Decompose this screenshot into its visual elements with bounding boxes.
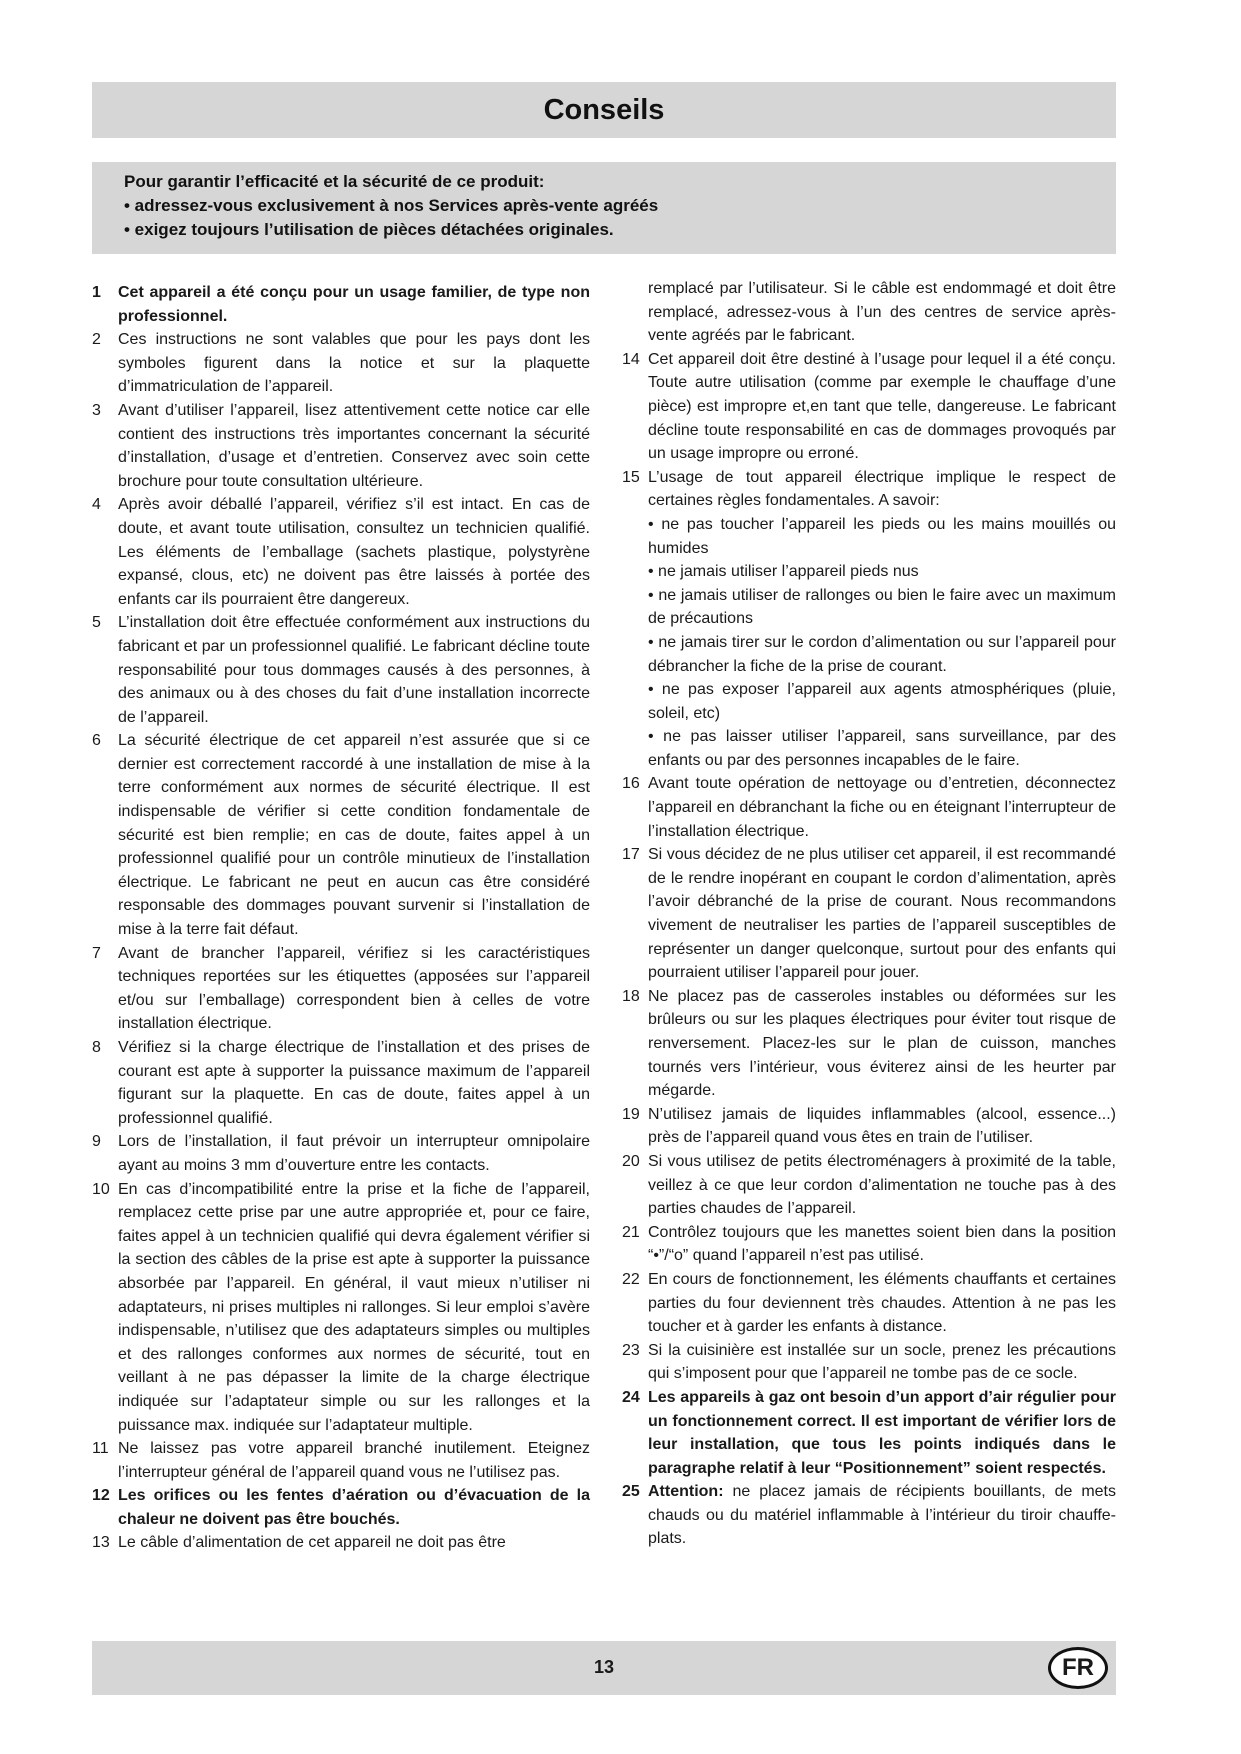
advice-item-12 bbox=[92, 1484, 590, 1531]
item-number: 15 bbox=[622, 468, 640, 486]
item-text: Avant d’utiliser l’appareil, lisez attentivement cette notice car elle contient des instructions très importantes concernant la sécurité d’installation, d’usage et d’entretien. Conservez avec soin cette brochure pour toute consultation ultérieure. bbox=[118, 401, 590, 490]
item-number: 10 bbox=[92, 1180, 110, 1198]
advice-item-22 bbox=[622, 1268, 1116, 1339]
advice-item-10 bbox=[92, 1178, 590, 1438]
advice-item-24 bbox=[622, 1386, 1116, 1480]
item-text: Si vous utilisez de petits électroménagers à proximité de la table, veillez à ce que leur cordon d’alimentation ne touche pas à des parties chaudes de l’appareil. bbox=[648, 1152, 1116, 1218]
item-number: 18 bbox=[622, 987, 640, 1005]
right-column bbox=[622, 277, 1116, 1551]
item-text: Cet appareil doit être destiné à l’usage pour lequel il a été conçu. Toute autre utilisation (comme par exemple le chauffage d’une pièce) est impropre et,en tant que telle, dangereuse. Le fabricant décline toute responsabilité en cas de dommages provoqués par un usage impropre ou erroné. bbox=[648, 350, 1116, 463]
advice-item-6 bbox=[92, 729, 590, 941]
advice-item-2 bbox=[92, 328, 590, 399]
bullet-item: • ne pas toucher l’appareil les pieds ou les mains mouillés ou humides bbox=[648, 515, 1116, 557]
item-text: Cet appareil a été conçu pour un usage familier, de type non professionnel. bbox=[118, 284, 590, 325]
notice-line: • exigez toujours l’utilisation de pièces détachées originales. bbox=[124, 220, 614, 239]
item-text: Avant de brancher l’appareil, vérifiez si les caractéristiques techniques reportées sur les étiquettes (apposées sur l’appareil et/ou sur l’emballage) correspondent bien à celles de votre installation électrique. bbox=[118, 944, 590, 1033]
item-number: 16 bbox=[622, 775, 640, 793]
item-13-continuation: remplacé par l’utilisateur. Si le câble est endommagé et doit être remplacé, adressez-vous à l’un des centres de service après-vente agréés par le fabricant. bbox=[648, 280, 1116, 345]
item-text: Les appareils à gaz ont besoin d’un apport d’air régulier pour un fonctionnement correct. Il est important de vérifier lors de leur installation, que tous les points indiqués dans le paragraphe relatif à leur “Positionnement” soient respectés. bbox=[648, 1388, 1116, 1477]
item-text: Contrôlez toujours que les manettes soient bien dans la position “•”/“o” quand l’appareil n’est pas utilisé. bbox=[648, 1223, 1116, 1265]
advice-item-1 bbox=[92, 281, 590, 328]
item-text: Les orifices ou les fentes d’aération ou d’évacuation de la chaleur ne doivent pas être bouchés. bbox=[118, 1487, 590, 1528]
attention-label: Attention: bbox=[648, 1483, 724, 1501]
advice-item-16 bbox=[622, 772, 1116, 843]
item-text: Lors de l’installation, il faut prévoir un interrupteur omnipolaire ayant au moins 3 mm d’ouverture entre les contacts. bbox=[118, 1133, 590, 1174]
item-text: Après avoir déballé l’appareil, vérifiez s’il est intact. En cas de doute, et avant toute utilisation, consultez un technicien qualifié. Les éléments de l’emballage (sachets plastique, polystyrène expansé, clous, etc) ne doivent pas être laissés à portée des enfants car ils pourraient être dangereux. bbox=[118, 496, 590, 608]
item-number: 20 bbox=[622, 1152, 640, 1170]
item-number: 14 bbox=[622, 350, 640, 368]
notice-line: Pour garantir l’efficacité et la sécurité de ce produit: bbox=[124, 172, 545, 191]
item-number: 13 bbox=[92, 1534, 110, 1552]
item-number: 17 bbox=[622, 846, 640, 864]
item-number: 8 bbox=[92, 1039, 101, 1056]
item-number: 21 bbox=[622, 1223, 640, 1241]
notice-line: • adressez-vous exclusivement à nos Services après-vente agréés bbox=[124, 196, 659, 215]
advice-item-23 bbox=[622, 1339, 1116, 1386]
advice-item-15 bbox=[622, 466, 1116, 513]
item-text: Ne laissez pas votre appareil branché inutilement. Eteignez l’interrupteur général de l’appareil quand vous ne l’utilisez pas. bbox=[118, 1440, 590, 1481]
advice-item-3 bbox=[92, 399, 590, 493]
item-number: 7 bbox=[92, 944, 101, 962]
item-number: 9 bbox=[92, 1133, 101, 1151]
item-text: Ne placez pas de casseroles instables ou déformées sur les brûleurs ou sur les plaques électriques pour éviter tout risque de renversement. Placez-les sur le plan de cuisson, manches tournés vers l’intérieur, vous éviterez ainsi de les heurter par mégarde. bbox=[648, 987, 1116, 1100]
advice-item-13 bbox=[92, 1531, 590, 1555]
item-text: En cours de fonctionnement, les éléments chauffants et certaines parties du four deviennent très chaudes. Attention à ne pas les toucher et à garder les enfants à distance. bbox=[648, 1270, 1116, 1336]
bullet-item: • ne pas laisser utiliser l’appareil, sans surveillance, par des enfants ou par des personnes incapables de le faire. bbox=[648, 728, 1116, 769]
item-number: 4 bbox=[92, 496, 101, 514]
item-number: 25 bbox=[622, 1483, 640, 1501]
safety-notice-box bbox=[92, 162, 1116, 254]
advice-item-9 bbox=[92, 1130, 590, 1177]
item-text: Si la cuisinière est installée sur un socle, prenez les précautions qui s’imposent pour que l’appareil ne tombe pas de ce socle. bbox=[648, 1341, 1116, 1383]
item-number: 24 bbox=[622, 1388, 640, 1406]
item-text: La sécurité électrique de cet appareil n’est assurée que si ce dernier est correctement raccordé à une installation de mise à la terre conformément aux normes de sécurité électrique. Il est indispensable de vérifier si cette condition fondamentale de sécurité est bien remplie; en cas de doute, faites appel à un professionnel qualifié pour un contrôle minutieux de l’installation électrique. Le fabricant ne peut en aucun cas être considéré responsable des dommages pouvant survenir si l’installation de mise à la terre fait défaut. bbox=[118, 732, 590, 939]
item-number: 2 bbox=[92, 331, 101, 349]
bullet-item: • ne pas exposer l’appareil aux agents atmosphériques (pluie, soleil, etc) bbox=[648, 681, 1116, 722]
item-number: 23 bbox=[622, 1341, 640, 1359]
item-text: N’utilisez jamais de liquides inflammables (alcool, essence...) près de l’appareil quand vous êtes en train de l’utiliser. bbox=[648, 1105, 1116, 1147]
advice-item-7 bbox=[92, 942, 590, 1036]
advice-item-21 bbox=[622, 1221, 1116, 1268]
bullet-item: • ne jamais utiliser de rallonges ou bien le faire avec un maximum de précautions bbox=[648, 586, 1116, 628]
item-number: 5 bbox=[92, 614, 101, 632]
page-title: Conseils bbox=[543, 93, 665, 126]
bullet-item: • ne jamais utiliser l’appareil pieds nus bbox=[648, 563, 919, 581]
page-number: 13 bbox=[593, 1657, 615, 1677]
advice-item-4 bbox=[92, 493, 590, 611]
item-text: Vérifiez si la charge électrique de l’installation et des prises de courant est apte à supporter la puissance maximum de l’appareil figurant sur la plaquette. En cas de doute, faites appel à un professionnel qualifié. bbox=[118, 1039, 590, 1127]
advice-item-25 bbox=[622, 1480, 1116, 1551]
advice-item-19 bbox=[622, 1103, 1116, 1150]
item-number: 6 bbox=[92, 732, 101, 750]
advice-item-20 bbox=[622, 1150, 1116, 1221]
item-number: 22 bbox=[622, 1270, 640, 1288]
left-column bbox=[92, 281, 590, 1555]
item-number: 1 bbox=[92, 284, 101, 301]
item-number: 12 bbox=[92, 1487, 110, 1505]
advice-item-5 bbox=[92, 611, 590, 729]
item-text: ne placez jamais de récipients bouillants, de mets chauds ou du matériel inflammable à l’intérieur du tiroir chauffe-plats. bbox=[648, 1483, 1117, 1548]
advice-item-14 bbox=[622, 348, 1116, 466]
item-text-wrapper bbox=[648, 1480, 1116, 1551]
item-text: Si vous décidez de ne plus utiliser cet appareil, il est recommandé de le rendre inopérant en coupant le cordon d’alimentation, après l’avoir débranché de la prise de courant. Nous recommandons vivement de neutraliser les parties de l’appareil susceptibles de représenter un danger quelconque, surtout pour des enfants qui pourraient utiliser l’appareil pour jouer. bbox=[648, 846, 1116, 982]
bullet-item: • ne jamais tirer sur le cordon d’alimentation ou sur l’appareil pour débrancher la fiche de la prise de courant. bbox=[648, 633, 1116, 675]
item-text: Avant toute opération de nettoyage ou d’entretien, déconnectez l’appareil en débranchant la fiche ou en éteignant l’interrupteur de l’installation électrique. bbox=[648, 775, 1116, 840]
item-text: En cas d’incompatibilité entre la prise et la fiche de l’appareil, remplacez cette prise par une autre appropriée et, pour ce faire, faites appel à un technicien qualifié qui devra également vérifier si la section des câbles de la prise est apte à supporter la puissance absorbée par l’appareil. En général, il vaut mieux n’utiliser ni adaptateurs, ni prises multiples ni rallonges. Si leur emploi s’avère indispensable, n’utilisez que des adaptateurs simples ou multiples et des rallonges conformes aux normes de sécurité, tout en veillant à ne pas dépasser la limite de la charge électrique indiquée sur l’adaptateur simple ou sur les rallonges et la puissance max. indiquée sur l’adaptateur multiple. bbox=[118, 1180, 590, 1434]
item-number: 11 bbox=[92, 1440, 109, 1458]
item-text: L’usage de tout appareil électrique implique le respect de certaines règles fondamentales. A savoir: bbox=[648, 468, 1116, 510]
item-text: L’installation doit être effectuée conformément aux instructions du fabricant et par un professionnel qualifié. Le fabricant décline toute responsabilité pour tous dommages causés à des personnes, à des animaux ou à des choses du fait d’une installation incorrecte de l’appareil. bbox=[118, 614, 590, 726]
item-number: 19 bbox=[622, 1105, 640, 1123]
item-number: 3 bbox=[92, 401, 101, 419]
item-text: Ces instructions ne sont valables que pour les pays dont les symboles figurent dans la notice et sur la plaquette d’immatriculation de l’appareil. bbox=[118, 331, 590, 396]
footer-bar bbox=[92, 1641, 1116, 1695]
advice-item-17 bbox=[622, 843, 1116, 985]
language-badge: FR bbox=[1048, 1647, 1108, 1689]
advice-item-8 bbox=[92, 1036, 590, 1130]
title-bar bbox=[92, 82, 1116, 138]
advice-item-18 bbox=[622, 985, 1116, 1103]
item-text: Le câble d’alimentation de cet appareil ne doit pas être bbox=[118, 1534, 506, 1552]
advice-item-11 bbox=[92, 1437, 590, 1484]
